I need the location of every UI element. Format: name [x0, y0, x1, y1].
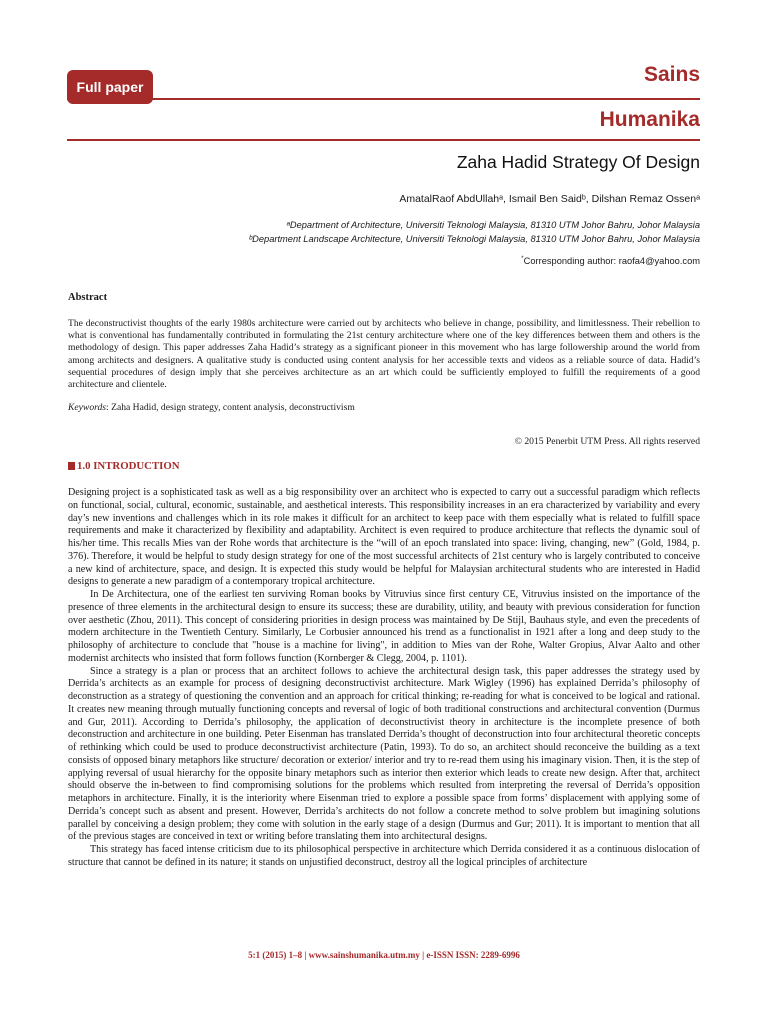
article-title: Zaha Hadid Strategy Of Design: [456, 152, 700, 172]
journal-name-line2: Humanika: [599, 108, 700, 131]
section-square-icon: [68, 462, 75, 470]
section-body: [68, 487, 700, 870]
corresponding-mark: *: [521, 255, 524, 262]
affiliation-a: ᵃDepartment of Architecture, Universiti Teknologi Malaysia, 81310 UTM Johor Bahru, Johor Malaysia: [286, 220, 700, 230]
full-paper-badge: Full paper: [67, 70, 153, 104]
affiliation-b: ᵇDepartment Landscape Architecture, Universiti Teknologi Malaysia, 81310 UTM Johor Bahru, Johor Malaysia: [249, 234, 700, 244]
journal-name-line1: Sains: [643, 63, 700, 86]
keywords-label: Keywords: [68, 402, 107, 413]
article-authors: AmatalRaof AbdUllahᵃ, Ismail Ben Saidᵇ, Dilshan Remaz Ossenᵃ: [399, 193, 700, 205]
section-heading: [68, 460, 180, 472]
corresponding-text: Corresponding author: raofa4@yahoo.com: [523, 256, 700, 266]
section-heading-text: 1.0 INTRODUCTION: [77, 460, 180, 472]
body-paragraph-4: This strategy has faced intense criticism due to its philosophical perspective in architecture which Derrida considered it as a continuous dislocation of structure that cannot be defined in its nature; it stands on unjustified deconstruct, destroy all the logical principles of architecture: [68, 844, 700, 868]
page-footer: 5:1 (2015) 1–8 | www.sainshumanika.utm.my | e-ISSN ISSN: 2289-6996: [248, 950, 520, 960]
copyright-notice: © 2015 Penerbit UTM Press. All rights reserved: [514, 436, 700, 447]
keywords-line: [68, 402, 355, 413]
header-rule-bottom: [67, 139, 700, 141]
header-rule-top: [67, 98, 700, 100]
body-paragraph-1: Designing project is a sophisticated task as well as a big responsibility over an architect who is expected to carry out a successful paradigm which reflects on functional, social, cultural, economic, sustainable, and aesthetical interests. This responsibility increases in an era characterized by variability and every day’s new inventions and challenges which in its role makes it difficult for an architect to keep pace with them especially what is related to fulfill space requirements and make it characterized by flexibility and adaptability. Architect is even required to produce architecture that reflects the dynamic soul of his/her time. This recalls Mies van der Rohe words that architecture is the “will of an epoch translated into space: living, changing, new” (Gold, 1984, p. 376). Therefore, it would be helpful to study design strategy for one of the most successful architects of 21st century who is largely contributed to conceive a new kind of architecture, space, and design. It is expected this study would be helpful for Malaysian architectural students who are interested in Hadid designs to generate a new paradigm of a contemporary tropical architecture.: [68, 487, 700, 588]
abstract-text: The deconstructivist thoughts of the early 1980s architecture were carried out by architects who believe in change, possibility, and limitlessness. Their rebellion to what is conventional has fundamentally contributed in formulating the 21st century architecture where one of the key differences between them and others is the methodology of design. This paper addresses Zaha Hadid’s strategy as a significant pioneer in this movement who has large followership around the world from among architects and designers. A qualitative study is conducted using content analysis for her accessible texts and videos as a reliable source of data. Hadid’s sequential procedures of design imply that she perceives architecture as an art which could be sufficiently employed to fulfill the requirements of a good architecture and clientele.: [68, 318, 700, 391]
corresponding-author: [521, 256, 700, 266]
body-paragraph-2: In De Architectura, one of the earliest ten surviving Roman books by Vitruvius since first century CE, Vitruvius insisted on the importance of the presence of three elements in the architectural design to ensure its success; these are durability, utility, and beauty with previous consideration for function over aesthetic (Zhou, 2011). This concept of considering priorities in design process was maintained by De Stijl, Bauhaus style, and even the precedents of modern architecture in the Twentieth Century. Similarly, Le Corbusier announced his trend as a functionalist in 1921 after a long and deep study to the philosophy of architecture to conclude that "house is a machine for living", in addition to Mies van der Rohe, Walter Gropius, Alvar Aalto and other modernist architects who insisted that form follows function (Kornberger & Clegg, 2004, p. 1101).: [68, 589, 700, 664]
keywords-list: : Zaha Hadid, design strategy, content analysis, deconstructivism: [106, 402, 355, 413]
body-paragraph-3: Since a strategy is a plan or process that an architect follows to achieve the architectural design task, this paper addresses the strategy used by Derrida’s architects as an example for process of designing deconstructivist architecture. Mark Wigley (1996) has explained Derrida’s philosophy of deconstruction as a strategy of questioning the convention and an approach for critical thinking; re-reading for what is conceived to be logical and rational. It creates new meaning through mutually functioning concepts and reversal of logic of both traditional constructions and architectural convention (Durmus and Gur, 2011). According to Derrida’s philosophy, the application of deconstructivist theory in architecture is the incomplete presence of both deconstruction and architecture in one building. Peter Eisenman has translated Derrida’s thought of deconstruction into four architectural theoretic concepts of rethinking which could be used to produce deconstructivist architecture (Patin, 1993). To do so, an architect should reconceive the building as a text consists of opposed binary metaphors like structure/ decoration or exterior/ interior and try to re-read them using his imaginary vision. Then, it is the step of applying reversal of usual hierarchy for the opposite binary metaphors such as interior then exterior which leads to create new design. After that, architect should observe the in-between to find compromising solutions for the problems which resulted from interpreting the reversal of Derrida’s opposition metaphors in architecture. Finally, it is the interiority where Eisenman tried to explore a possible space from forms’ displacement with applying some of Derrida’s concept such as absent and present. However, Derrida’s architects do not follow a concrete method to solve problem but imagining solutions parallel by conceiving a design problem; they come with solution in the early stage of a design (Durmus and Gur; 2011). It is important to mention that all of the previous stages are conceived in text or writing before translating them into architectural designs.: [68, 665, 700, 843]
abstract-heading: Abstract: [68, 292, 108, 303]
